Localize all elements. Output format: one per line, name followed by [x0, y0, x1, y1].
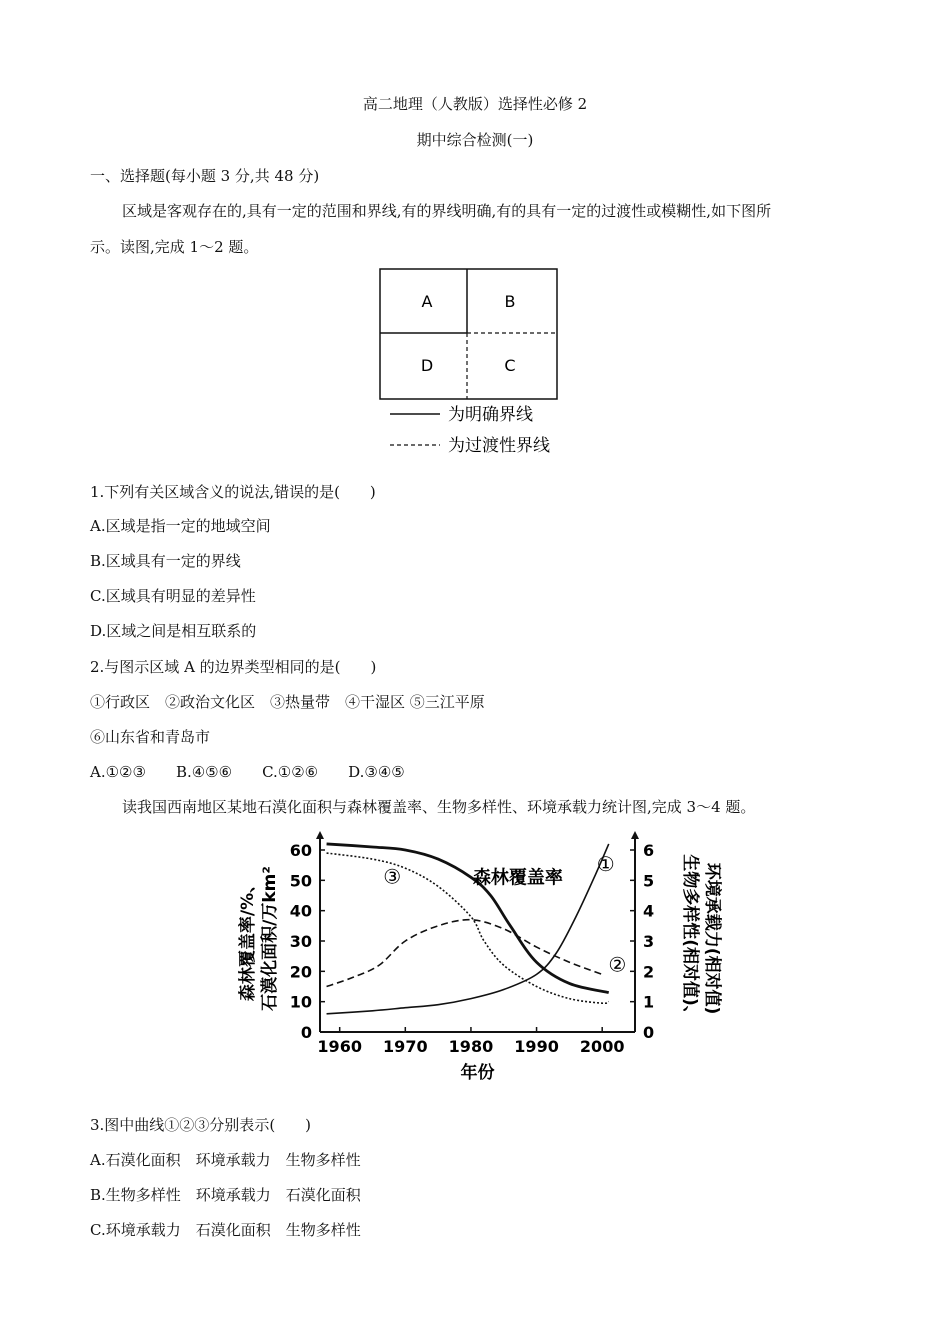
page-title: 高二地理（人教版）选择性必修 2 [362, 95, 588, 113]
cell-d-label: D [420, 356, 434, 375]
y-right-tick-label: 6 [643, 841, 655, 860]
question-2-items-2: ⑥山东省和青岛市 [90, 728, 211, 746]
question-2-stem: 2.与图示区域 A 的边界类型相同的是( ) [90, 658, 377, 676]
legend-dashed-label: 为过渡性界线 [448, 436, 550, 456]
passage-2-text: 读我国西南地区某地石漠化面积与森林覆盖率、生物多样性、环境承载力统计图,完成 3～4 题。 [122, 798, 756, 816]
question-1-stem: 1.下列有关区域含义的说法,错误的是( ) [90, 483, 376, 501]
y-left-tick-label: 10 [289, 992, 312, 1012]
x-tick-label: 1960 [317, 1037, 362, 1056]
cell-b-label: B [504, 292, 516, 311]
cell-c-label: C [504, 356, 516, 375]
curve-1-label: ① [596, 852, 615, 877]
cell-a-label: A [421, 292, 433, 311]
y-left-tick-label: 50 [289, 871, 312, 891]
y-right-tick-label: 4 [643, 901, 655, 921]
y-axis-left-title-1: 森林覆盖率/%、 [238, 875, 258, 1002]
y-right-tick-label: 3 [643, 932, 655, 951]
question-2-choices: A.①②③ B.④⑤⑥ C.①②⑥ D.③④⑤ [90, 763, 405, 781]
curve-2-label: ② [608, 952, 627, 977]
question-3-option-a: A.石漠化面积 环境承载力 生物多样性 [90, 1151, 361, 1169]
x-tick-label: 2000 [579, 1037, 625, 1056]
region-boundary-diagram [370, 265, 580, 460]
legend-solid-label: 为明确界线 [448, 405, 533, 425]
desertification-chart [225, 825, 725, 1085]
y-left-tick-label: 0 [300, 1023, 312, 1042]
y-right-tick-label: 1 [643, 992, 655, 1012]
y-left-tick-label: 60 [289, 841, 312, 860]
y-left-tick-label: 20 [289, 962, 312, 982]
question-1-option-d: D.区域之间是相互联系的 [90, 622, 257, 640]
y-left-tick-label: 30 [289, 932, 312, 951]
page-subtitle: 期中综合检测(一) [416, 131, 534, 149]
y-right-tick-label: 2 [643, 962, 655, 982]
x-tick-label: 1990 [514, 1037, 559, 1056]
y-right-tick-label: 0 [643, 1023, 655, 1042]
x-tick-label: 1970 [383, 1037, 428, 1056]
question-1-option-b: B.区域具有一定的界线 [90, 552, 241, 570]
intro-text-1: 区域是客观存在的,具有一定的范围和界线,有的界线明确,有的具有一定的过渡性或模糊性,如下图所 [122, 202, 772, 220]
question-1-option-a: A.区域是指一定的地域空间 [90, 517, 271, 535]
series-line-3 [327, 920, 603, 987]
question-2-items-1: ①行政区 ②政治文化区 ③热量带 ④干湿区 ⑤三江平原 [90, 693, 485, 711]
section-heading: 一、选择题(每小题 3 分,共 48 分) [90, 167, 320, 185]
question-3-stem: 3.图中曲线①②③分别表示( ) [90, 1116, 312, 1134]
x-axis-title: 年份 [460, 1063, 495, 1083]
y-axis-right-title-1: 生物多样性(相对值)、 [680, 854, 700, 1023]
question-1-option-c: C.区域具有明显的差异性 [90, 587, 256, 605]
question-3-option-c: C.环境承载力 石漠化面积 生物多样性 [90, 1221, 361, 1239]
y-axis-right-arrow [631, 831, 639, 839]
question-3-option-b: B.生物多样性 环境承载力 石漠化面积 [90, 1186, 361, 1204]
x-tick-label: 1980 [448, 1037, 494, 1056]
y-axis-left-arrow [316, 831, 324, 839]
y-left-tick-label: 40 [289, 901, 312, 921]
forest-coverage-label: 森林覆盖率 [472, 867, 563, 889]
y-right-tick-label: 5 [643, 871, 655, 891]
series-line-2 [327, 844, 609, 1014]
intro-text-2: 示。读图,完成 1～2 题。 [90, 238, 259, 256]
y-axis-left-title-2: 石漠化面积/万km² [260, 866, 280, 1011]
y-axis-right-title-2: 环境承载力(相对值) [702, 862, 722, 1015]
curve-3-label: ③ [383, 864, 402, 889]
